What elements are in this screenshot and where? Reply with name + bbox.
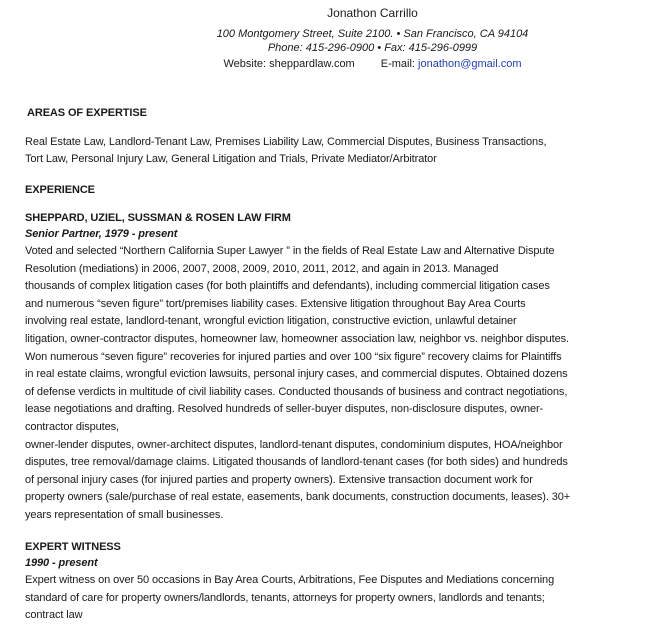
job-description-line: contractor disputes, [25, 421, 119, 433]
job-description-line: standard of care for property owners/landlords, tenants, attorneys for property owners, landlords and tenants; [25, 591, 545, 604]
job-firm: SHEPPARD, UZIEL, SUSSMAN & ROSEN LAW FIRM [25, 212, 291, 224]
job-description-line: of defense verdicts in multitude of civil liability cases. Conducted thousands of business and contract negotiations, [25, 385, 568, 398]
job-role: Senior Partner, 1979 - present [25, 228, 178, 240]
job-role: 1990 - present [25, 557, 98, 569]
job-description-line: Voted and selected “Northern California Super Lawyer ” in the fields of Real Estate Law and Alternative Dispute [25, 245, 555, 257]
job-description-line: of personal injury cases (for injured parties and property owners). Extensive transaction document work for [25, 473, 533, 486]
address: 100 Montgomery Street, Suite 2100. • San Francisco, CA 94104 [216, 28, 529, 40]
email-label: E-mail: [380, 58, 419, 70]
expertise-line: Tort Law, Personal Injury Law, General Litigation and Trials, Private Mediator/Arbitrator [25, 153, 437, 165]
job-description-line: contract law [25, 609, 83, 622]
job-description-line: owner-lender disputes, owner-architect disputes, landlord-tenant disputes, condominium disputes, HOA/neighbor [25, 438, 563, 451]
job-description-line: Expert witness on over 50 occasions in Bay Area Courts, Arbitrations, Fee Disputes and Mediations concerning [25, 574, 555, 586]
job-description-line: disputes, tree removal/damage claims. Litigated thousands of landlord-tenant cases (for both sides) and hundreds [25, 456, 568, 469]
expertise-heading: AREAS OF EXPERTISE [27, 107, 147, 119]
job-firm: EXPERT WITNESS [25, 541, 121, 553]
contact-line [40, 58, 665, 70]
job-description-line: involving real estate, landlord-tenant, wrongful eviction litigation, constructive eviction, unlawful detainer [25, 315, 517, 328]
job-description-line: in real estate claims, wrongful eviction lawsuits, personal injury cases, and commercial disputes. Obtained dozens [25, 368, 568, 381]
job-description-line: Won numerous “seven figure” recoveries for injured parties and over 100 “six figure” recovery claims for Plaintiffs [25, 350, 562, 363]
experience-heading: EXPERIENCE [25, 184, 95, 196]
website: Website: sheppardlaw.com [223, 58, 355, 70]
phone-fax: Phone: 415-296-0900 • Fax: 415-296-0999 [267, 42, 478, 54]
email-link[interactable]: jonathon@gmail.com [418, 58, 522, 70]
job-description-line: and numerous “seven figure” tort/premises liability cases. Extensive litigation throughout Bay Area Courts [25, 297, 526, 310]
job-description-line: thousands of complex litigation cases (for both plaintiffs and defendants), including commercial litigation cases [25, 280, 550, 293]
job-description-line: litigation, owner-contractor disputes, homeowner law, homeowner association law, neighbor vs. neighbor disputes. [25, 333, 569, 345]
job-description-line: property owners (sale/purchase of real estate, easements, bank documents, construction documents, leases). 30+ [25, 491, 571, 504]
expertise-line: Real Estate Law, Landlord-Tenant Law, Premises Liability Law, Commercial Disputes, Business Transactions, [25, 136, 547, 148]
job-description-line: Resolution (mediations) in 2006, 2007, 2008, 2009, 2010, 2011, 2012, and again in 2013. Managed [25, 262, 499, 275]
candidate-name: Jonathon Carrillo [327, 6, 418, 20]
job-description-line: years representation of small businesses. [25, 509, 224, 521]
job-description-line: lease negotiations and drafting. Resolved hundreds of seller-buyer disputes, non-disclosure disputes, owner- [25, 403, 544, 416]
